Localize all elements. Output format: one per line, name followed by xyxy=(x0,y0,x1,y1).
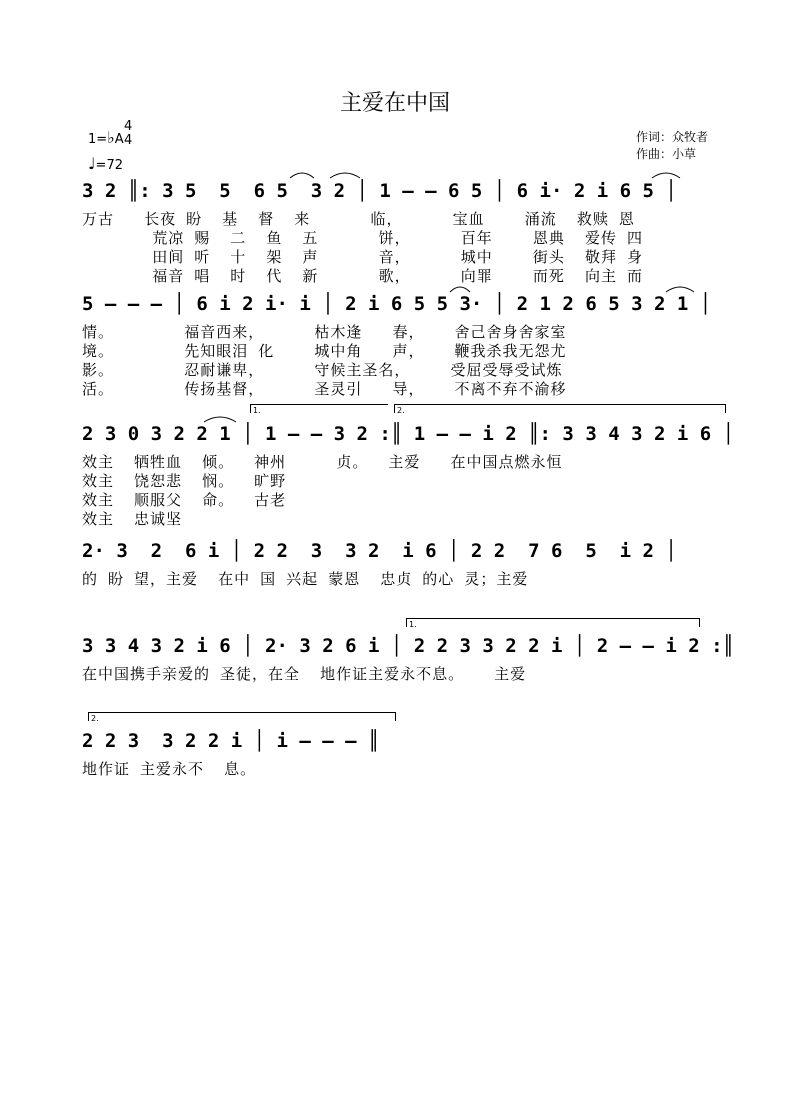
key-note: A xyxy=(114,132,124,147)
lyric-verse-2: 荒凉 赐 二 鱼 五 饼， 百年 恩典 爱传 四 xyxy=(82,229,643,247)
notes-line: 3 2 ║: 3 5 5 6 5 3 2 │ 1 — — 6 5 │ 6 i· 2 i 6 5 │ xyxy=(82,180,677,202)
lyric-verse-4: 活。 传扬基督， 圣灵引 导， 不离不弃不渝移 xyxy=(82,380,567,398)
lyric-verse-3: 影。 忍耐谦卑， 守候主圣名， 受屈受辱受试炼 xyxy=(82,361,563,379)
volta-number: 1. xyxy=(253,406,261,415)
lyric-verse-1: 效主 牺牲血 倾。 神州 贞。 主爱 在中国点燃永恒 xyxy=(82,453,563,471)
time-top: 4 xyxy=(124,119,133,134)
lyric-verse-1: 情。 福音西来， 枯木逢 春， 舍己舍身舍家室 xyxy=(82,323,567,341)
lyric-verse-2: 效主 饶恕悲 悯。 旷野 xyxy=(82,472,287,490)
time-bottom: 4 xyxy=(124,133,133,148)
composer: 作曲：小草 xyxy=(636,147,697,161)
tempo-text: =72 xyxy=(95,158,123,173)
quarter-note-icon: ♩ xyxy=(88,154,96,173)
notes-line: 2 2 3 3 2 2 i │ i — — — ║ xyxy=(82,730,380,752)
volta-number: 1. xyxy=(409,620,417,629)
volta-number: 2. xyxy=(397,406,405,415)
lyricist: 作词：众牧者 xyxy=(636,130,709,144)
volta-number: 2. xyxy=(91,714,99,723)
lyric-verse-1: 地作证 主爱永不 息。 xyxy=(82,760,257,778)
flat-sign: ♭ xyxy=(107,128,115,147)
notes-line: 5 — — — │ 6 i 2 i· i │ 2 i 6 5 5 3· │ 2 1 2 6 5 3 2 1 │ xyxy=(82,293,712,315)
lyric-verse-1: 在中国携手亲爱的 圣徒，在全 地作证主爱永不息。 主爱 xyxy=(82,665,527,683)
key-text: 1= xyxy=(88,132,108,147)
song-title: 主爱在中国 xyxy=(339,91,450,116)
lyric-verse-3: 田间 听 十 架 声 音， 城中 街头 敬拜 身 xyxy=(82,248,643,266)
notes-line: 2 3 0 3 2 2 1 │ 1 — — 3 2 :║ 1 — — i 2 ║: 3 3 4 3 2 i 6 │ xyxy=(82,423,735,445)
notes-line: 2· 3 2 6 i │ 2 2 3 3 2 i 6 │ 2 2 7 6 5 i 2 │ xyxy=(82,540,677,562)
lyric-verse-2: 境。 先知眼泪 化 城中角 声， 鞭我杀我无怨尤 xyxy=(82,342,567,360)
lyric-verse-1: 万古 长夜 盼 基 督 来 临， 宝血 涌流 救赎 恩 xyxy=(82,210,635,228)
lyric-verse-1: 的 盼 望，主爱 在中 国 兴起 蒙恩 忠贞 的心 灵；主爱 xyxy=(82,570,529,588)
lyric-verse-4: 效主 忠诚坚 xyxy=(82,510,183,528)
lyric-verse-3: 效主 顺服父 命。 古老 xyxy=(82,491,287,509)
lyric-verse-4: 福音 唱 时 代 新 歌， 向罪 而死 向主 而 xyxy=(82,267,643,285)
notes-line: 3 3 4 3 2 i 6 │ 2· 3 2 6 i │ 2 2 3 3 2 2 i │ 2 — — i 2 :║ xyxy=(82,635,735,657)
